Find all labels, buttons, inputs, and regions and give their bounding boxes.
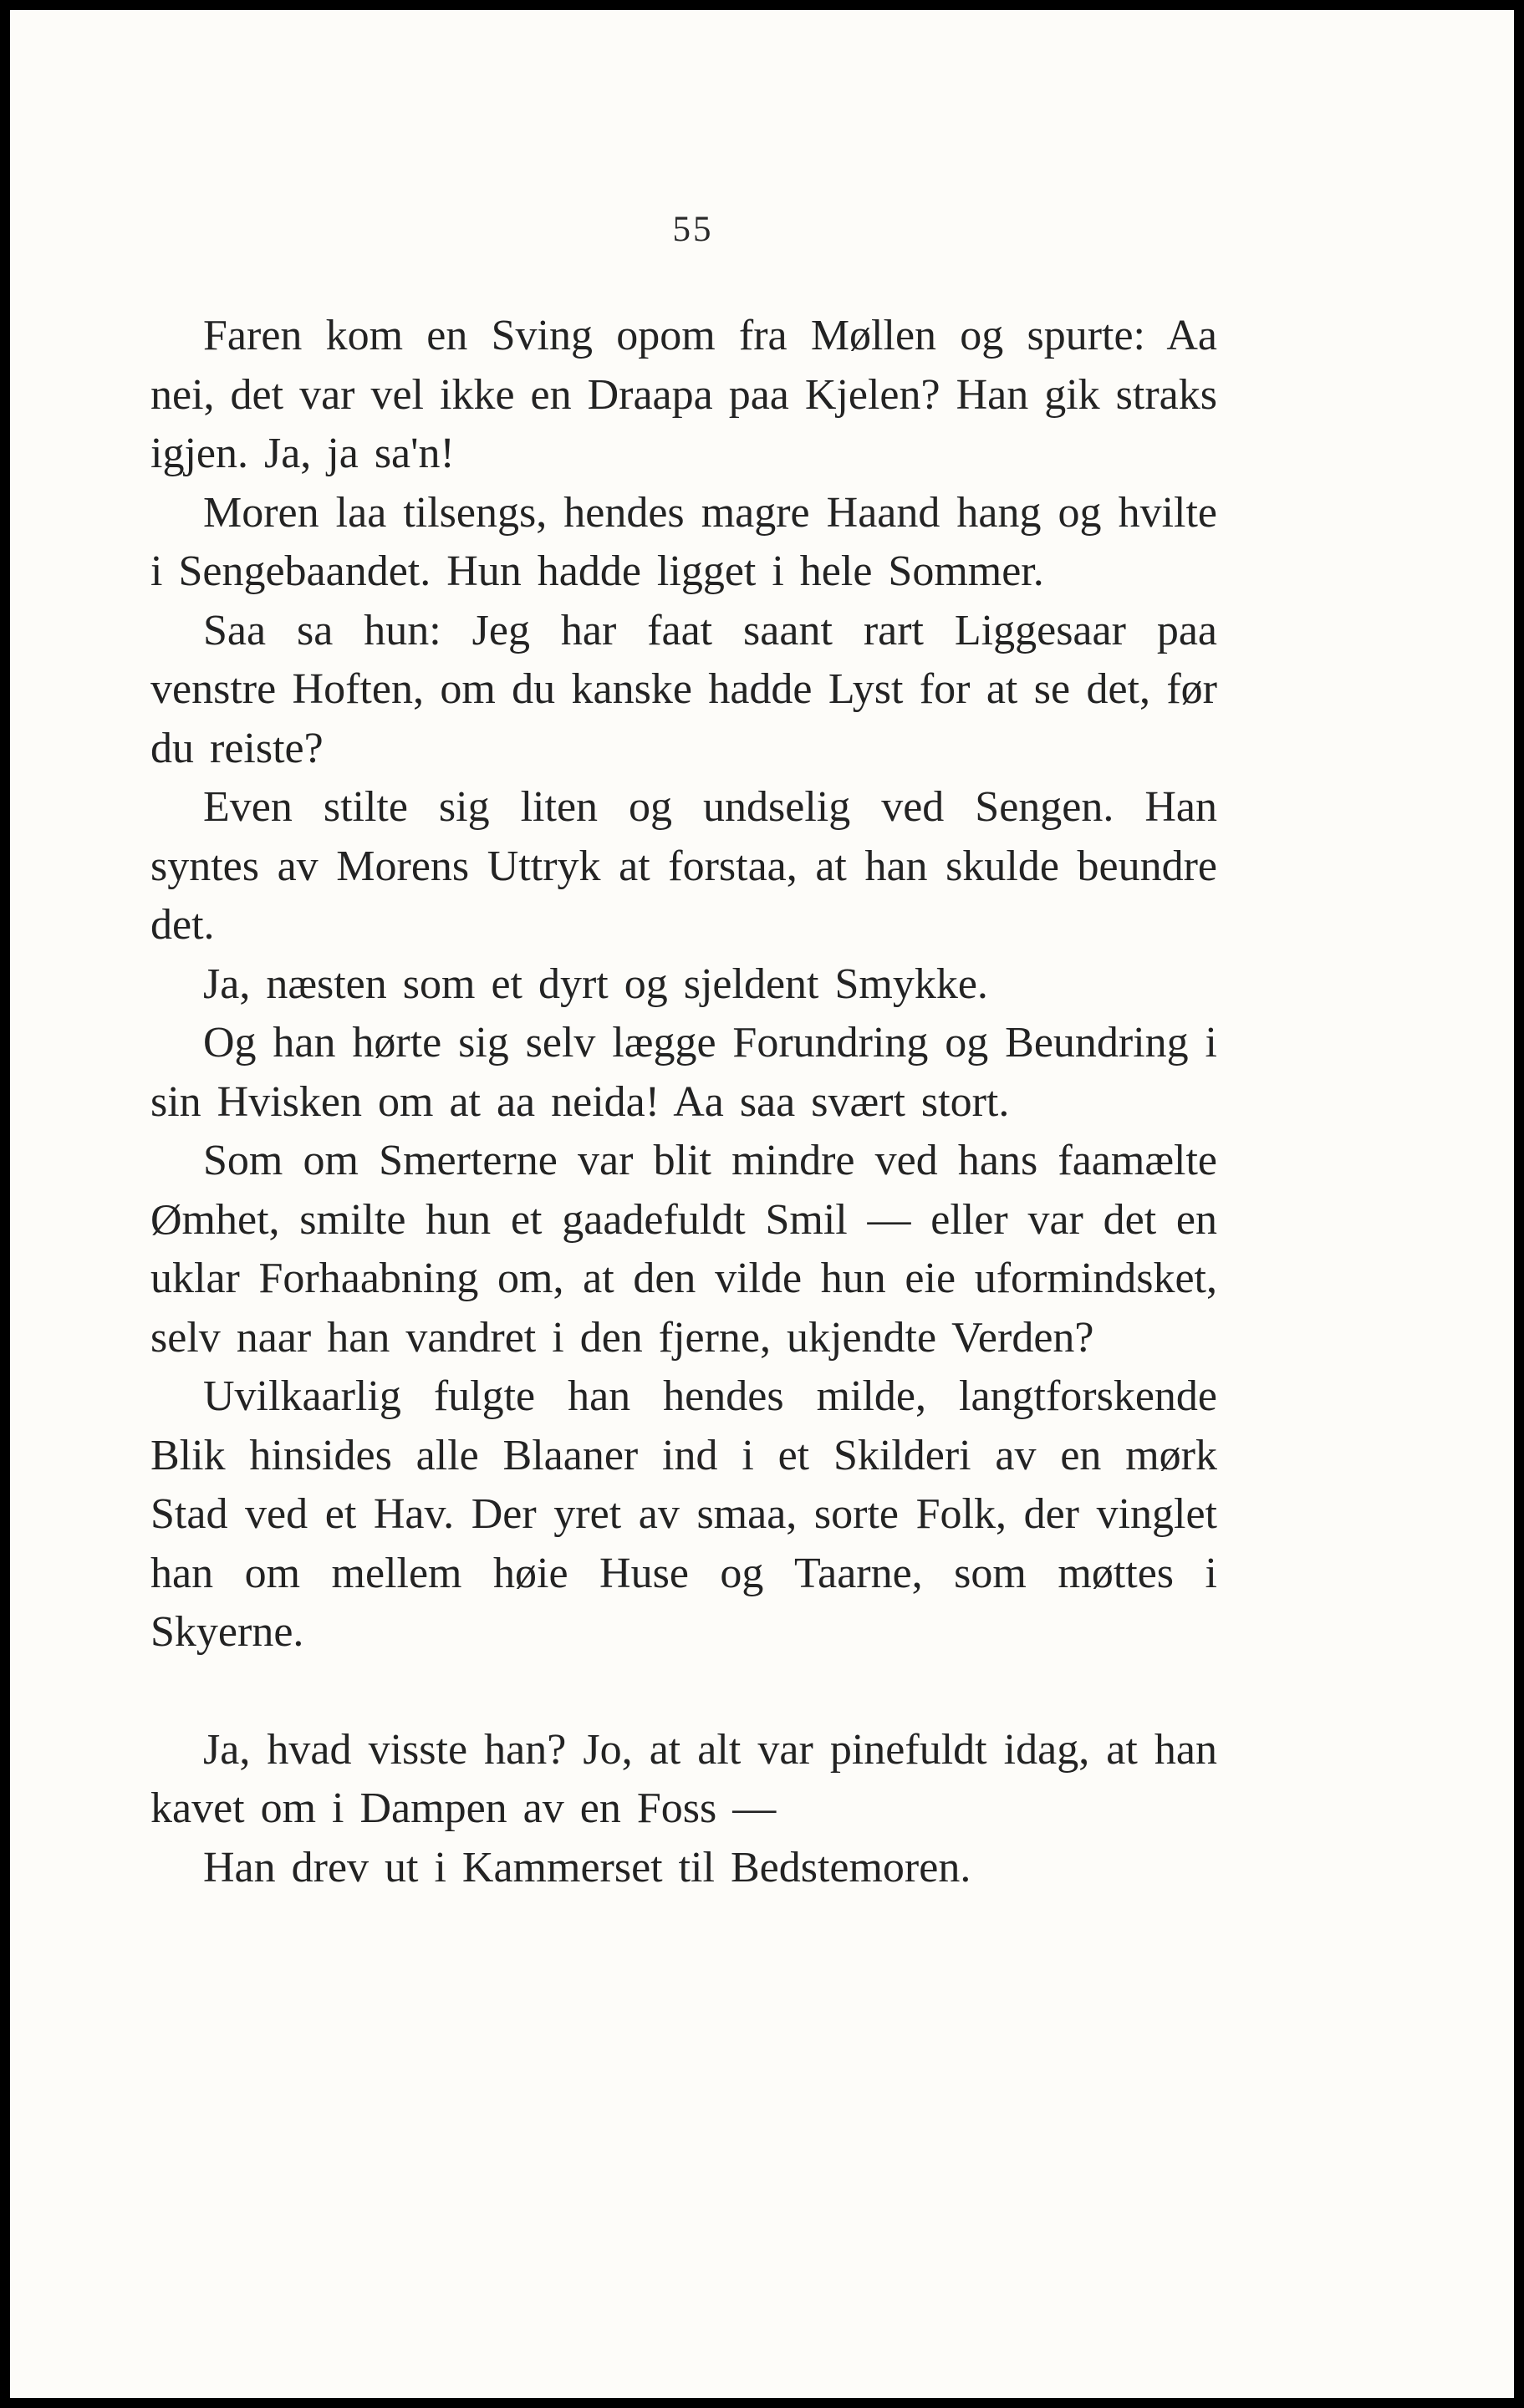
paragraph-9: Ja, hvad visste han? Jo, at alt var pinefuldt idag, at han kavet om i Dampen av en Foss — xyxy=(150,1725,1217,1832)
book-page xyxy=(10,10,1514,2398)
paragraph-10: Han drev ut i Kammerset til Bedstemoren. xyxy=(203,1843,971,1891)
paragraph-4: Even stilte sig liten og undselig ved Sengen. Han syntes av Morens Uttryk at forstaa, at han skulde beundre det. xyxy=(150,783,1217,949)
paragraph-5: Ja, næsten som et dyrt og sjeldent Smykke. xyxy=(203,960,988,1008)
paragraph-6: Og han hørte sig selv lægge Forundring og Beundring i sin Hvisken om at aa neida! Aa saa svært stort. xyxy=(150,1019,1217,1126)
paragraph-8: Uvilkaarlig fulgte han hendes milde, langtforskende Blik hinsides alle Blaaner ind i et Skilderi av en mørk Stad ved et Hav. Der yret av smaa, sorte Folk, der vinglet han om mellem høie Huse og Taarne, som møttes i Skyerne. xyxy=(150,1372,1217,1656)
page-number: 55 xyxy=(672,210,714,249)
paragraph-3: Saa sa hun: Jeg har faat saant rart Liggesaar paa venstre Hoften, om du kanske hadde Lyst for at se det, før du reiste? xyxy=(150,606,1217,772)
paragraph-2: Moren laa tilsengs, hendes magre Haand hang og hvilte i Sengebaandet. Hun hadde ligget i hele Sommer. xyxy=(150,488,1217,595)
paragraph-7: Som om Smerterne var blit mindre ved hans faamælte Ømhet, smilte hun et gaadefuldt Smil — eller var det en uklar Forhaabning om, at den vilde hun eie uformindsket, selv naar han vandret i den fjerne, ukjendte Verden? xyxy=(150,1137,1217,1362)
section-break xyxy=(150,1662,1217,1721)
body-text xyxy=(150,307,1217,1897)
paragraph-1: Faren kom en Sving opom fra Møllen og spurte: Aa nei, det var vel ikke en Draapa paa Kjelen? Han gik straks igjen. Ja, ja sa'n! xyxy=(150,312,1217,477)
